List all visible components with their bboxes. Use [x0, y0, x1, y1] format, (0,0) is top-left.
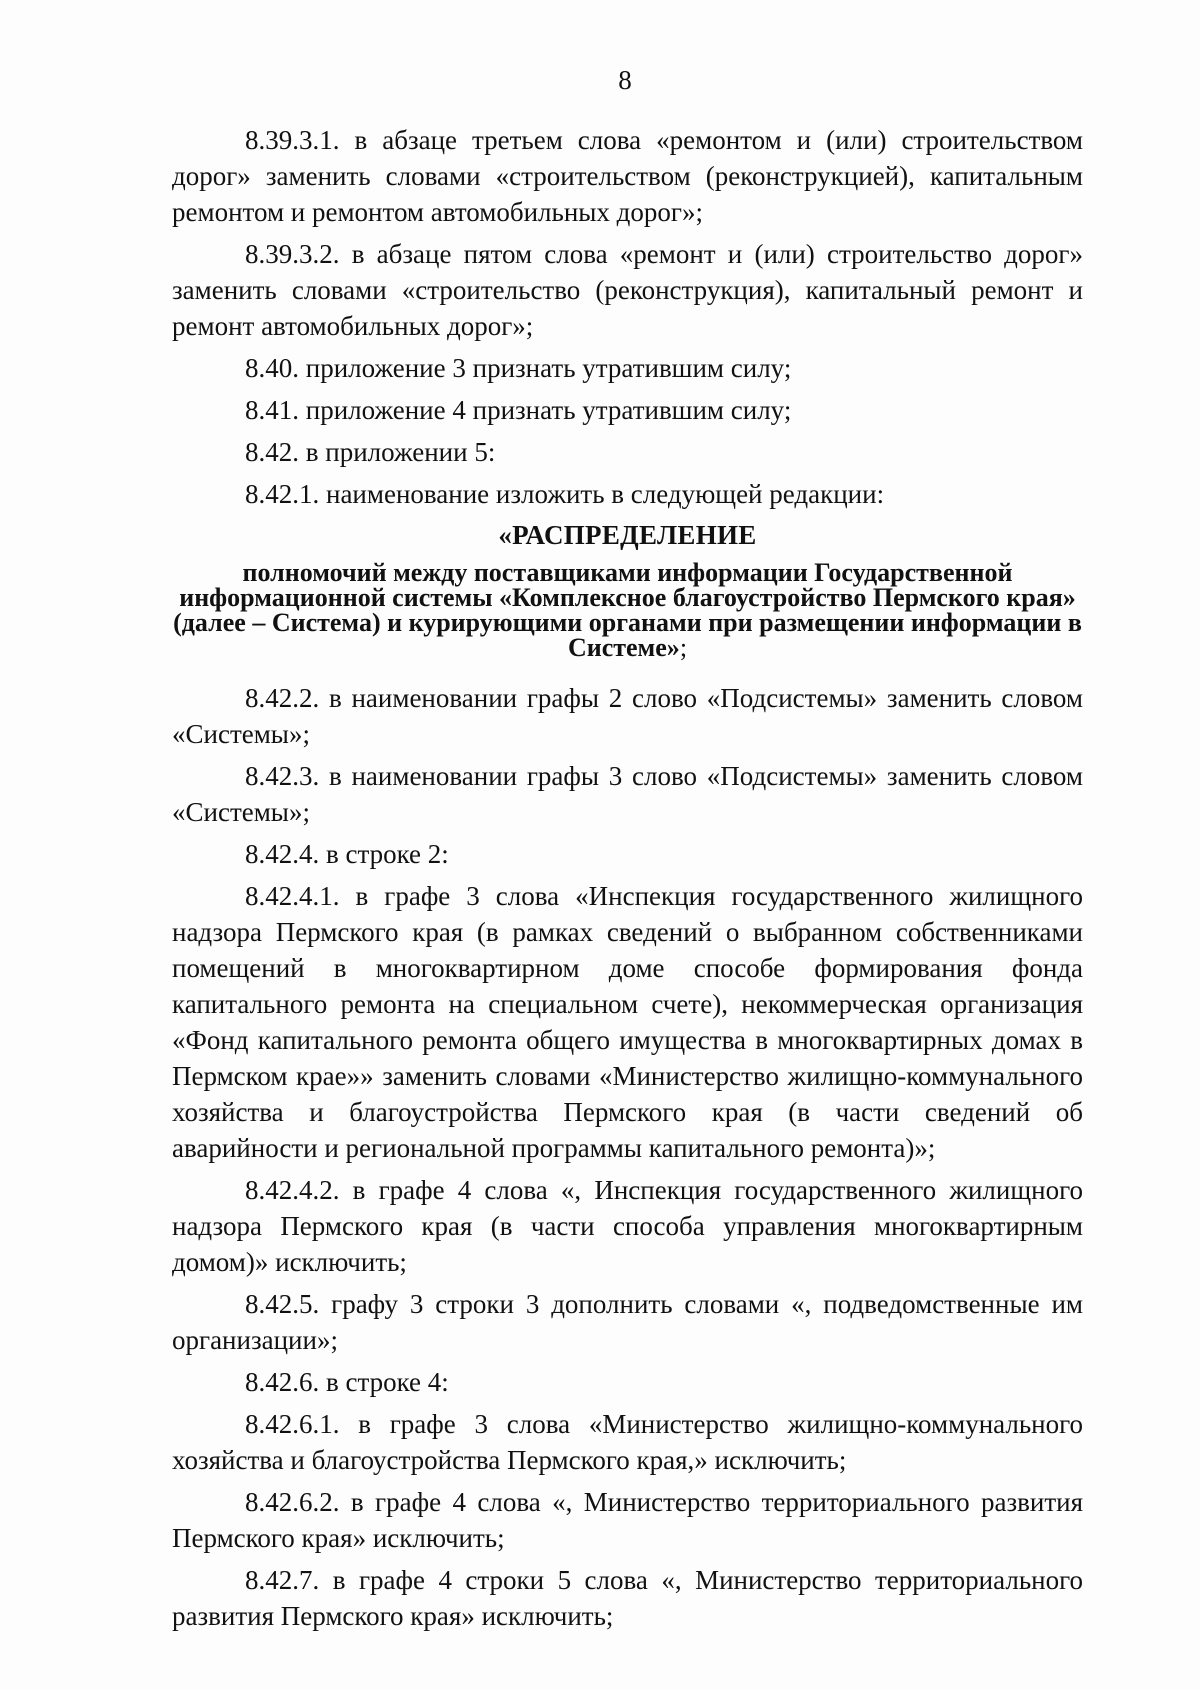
paragraph-8-39-3-1: 8.39.3.1. в абзаце третьем слова «ремонтом и (или) строительством дорог» заменить словами «строительством (реконструкцией), капитальным ремонтом и ремонтом автомобильных дорог»; [172, 125, 1083, 227]
section-heading-subtitle-tail: ; [679, 633, 688, 662]
paragraph-8-42-4-2: 8.42.4.2. в графе 4 слова «, Инспекция государственного жилищного надзора Пермского края (в части способа управления многоквартирным домом)» исключить; [172, 1175, 1083, 1277]
paragraph-8-42: 8.42. в приложении 5: [245, 437, 496, 467]
paragraph-8-42-7: 8.42.7. в графе 4 строки 5 слова «, Министерство территориального развития Пермского края» исключить; [172, 1565, 1083, 1631]
paragraph-8-42-5: 8.42.5. графу 3 строки 3 дополнить словами «, подведомственные им организации»; [172, 1289, 1083, 1355]
paragraph-8-41: 8.41. приложение 4 признать утратившим силу; [245, 395, 792, 425]
document-body [172, 122, 1083, 1640]
paragraph-8-42-6-2: 8.42.6.2. в графе 4 слова «, Министерство территориального развития Пермского края» исключить; [172, 1487, 1083, 1553]
paragraph-8-42-3: 8.42.3. в наименовании графы 3 слово «Подсистемы» заменить словом «Системы»; [172, 761, 1083, 827]
section-heading-subtitle-text: полномочий между поставщиками информации Государственной информационной системы «Комплексное благоустройство Пермского края» (далее – Система) и курирующими органами при размещении информации в Системе» [173, 558, 1082, 662]
paragraph-8-42-6-1: 8.42.6.1. в графе 3 слова «Министерство жилищно-коммунального хозяйства и благоустройства Пермского края,» исключить; [172, 1409, 1083, 1475]
paragraph-8-42-4: 8.42.4. в строке 2: [245, 839, 449, 869]
paragraph-8-39-3-2: 8.39.3.2. в абзаце пятом слова «ремонт и (или) строительство дорог» заменить словами «строительство (реконструкция), капитальный ремонт и ремонт автомобильных дорог»; [172, 239, 1083, 341]
section-heading-title: «РАСПРЕДЕЛЕНИЕ [498, 520, 757, 550]
paragraph-8-42-1: 8.42.1. наименование изложить в следующей редакции: [245, 479, 885, 509]
paragraph-8-40: 8.40. приложение 3 признать утратившим силу; [245, 353, 792, 383]
paragraph-8-42-4-1: 8.42.4.1. в графе 3 слова «Инспекция государственного жилищного надзора Пермского края (в рамках сведений о выбранном собственниками помещений в многоквартирном доме способе формирования фонда капитального ремонта на специальном счете), некоммерческая организация «Фонд капитального ремонта общего имущества в многоквартирных домах в Пермском крае»» заменить словами «Министерство жилищно-коммунального хозяйства и благоустройства Пермского края (в части сведений об аварийности и региональной программы капитального ремонта)»; [172, 881, 1083, 1163]
section-heading-subtitle [172, 560, 1083, 660]
paragraph-8-42-6: 8.42.6. в строке 4: [245, 1367, 449, 1397]
page-number: 8 [618, 65, 632, 95]
paragraph-8-42-2: 8.42.2. в наименовании графы 2 слово «Подсистемы» заменить словом «Системы»; [172, 683, 1083, 749]
